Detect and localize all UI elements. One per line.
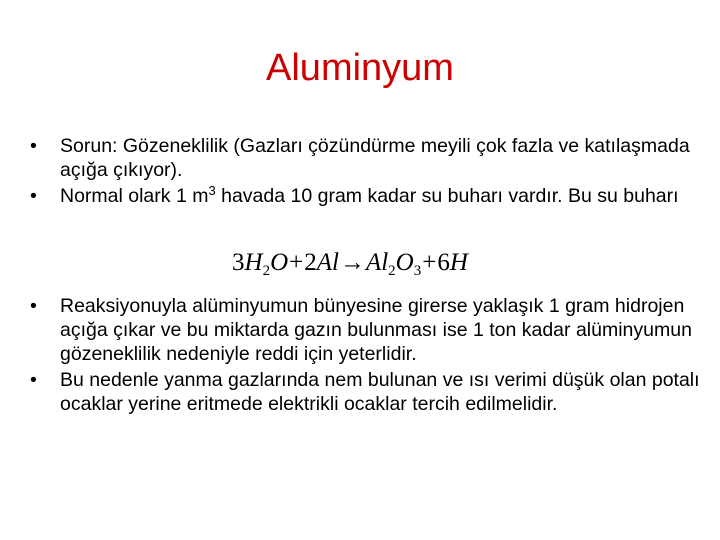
- eq-coefficient: 6: [437, 249, 450, 276]
- eq-operator: +: [422, 249, 437, 276]
- eq-symbol: H: [244, 249, 263, 276]
- chemical-equation: [232, 248, 468, 278]
- eq-symbol: Al: [365, 249, 389, 276]
- bullet-text: Sorun: Gözeneklilik (Gazları çözündürme meyili çok fazla ve katılaşmada açığa çıkıyor).: [60, 135, 690, 181]
- eq-coefficient: 2: [304, 249, 317, 276]
- bullet-text: Bu nedenle yanma gazlarında nem bulunan ve ısı verimi düşük olan potalı ocaklar yerine eritmede elektrikli ocaklar tercih edilmelidir.: [60, 369, 700, 415]
- slide-title: Aluminyum: [266, 47, 454, 89]
- bullet-icon: •: [30, 295, 37, 317]
- eq-subscript: 2: [262, 263, 271, 279]
- eq-coefficient: 3: [232, 249, 245, 276]
- bullet-text-after: havada 10 gram kadar su buharı vardır. Bu su buharı: [215, 185, 679, 207]
- eq-symbol: Al: [316, 249, 339, 276]
- bullet-text-before: Normal olark 1 m: [60, 185, 209, 207]
- bullet-item: [30, 184, 700, 208]
- bullet-icon: •: [30, 369, 37, 391]
- eq-symbol: O: [395, 249, 414, 276]
- eq-subscript: 2: [388, 263, 396, 279]
- bullet-icon: •: [30, 135, 37, 157]
- bullet-list-top: [30, 134, 700, 208]
- eq-operator: +: [289, 249, 304, 276]
- eq-symbol: H: [449, 249, 468, 276]
- bullet-list-bottom: [30, 294, 700, 416]
- bullet-text: Reaksiyonuyla alüminyumun bünyesine girerse yaklaşık 1 gram hidrojen açığa çıkar ve bu miktarda gazın bulunması ise 1 ton kadar alüminyumun gözeneklilik nedeniyle reddi için yeterlidir.: [60, 295, 692, 365]
- bullet-item: [30, 368, 700, 416]
- bullet-item: [30, 294, 700, 366]
- eq-subscript: 3: [413, 263, 422, 279]
- superscript: 3: [208, 183, 216, 198]
- eq-symbol: O: [270, 249, 289, 276]
- bullet-icon: •: [30, 185, 37, 207]
- arrow-icon: →: [339, 249, 365, 276]
- bullet-item: [30, 134, 700, 182]
